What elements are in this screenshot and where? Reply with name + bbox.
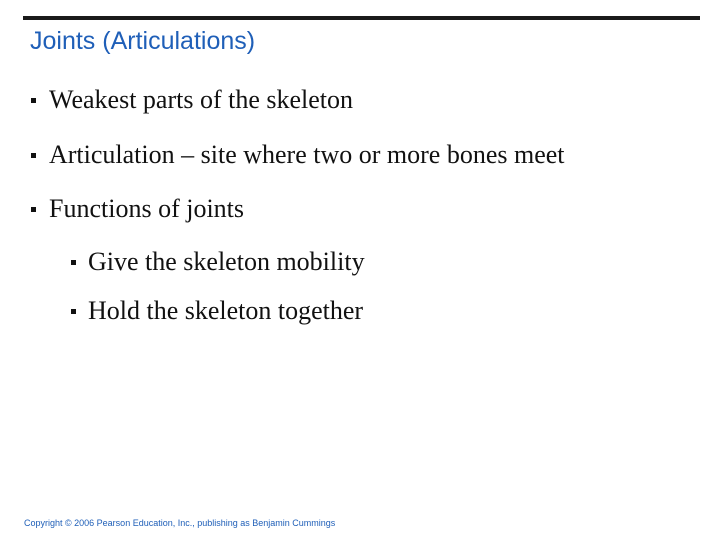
- square-bullet-icon: [31, 207, 36, 212]
- sub-bullet-item: [71, 298, 363, 324]
- bullet-text: Articulation – site where two or more bones meet: [49, 140, 565, 169]
- square-bullet-icon: [71, 260, 76, 265]
- bullet-text: Weakest parts of the skeleton: [49, 85, 354, 114]
- bullet-item: [31, 196, 244, 222]
- copyright-footer: Copyright © 2006 Pearson Education, Inc., publishing as Benjamin Cummings: [24, 518, 336, 528]
- sub-bullet-text: Give the skeleton mobility: [88, 247, 365, 276]
- bullet-item: [31, 87, 353, 113]
- bullet-text: Functions of joints: [49, 194, 245, 223]
- title-rule: [23, 16, 700, 20]
- bullet-item: [31, 142, 565, 168]
- square-bullet-icon: [31, 98, 36, 103]
- sub-bullet-item: [71, 249, 365, 275]
- square-bullet-icon: [31, 153, 36, 158]
- slide-title: Joints (Articulations): [30, 27, 256, 55]
- sub-bullet-text: Hold the skeleton together: [88, 296, 364, 325]
- square-bullet-icon: [71, 309, 76, 314]
